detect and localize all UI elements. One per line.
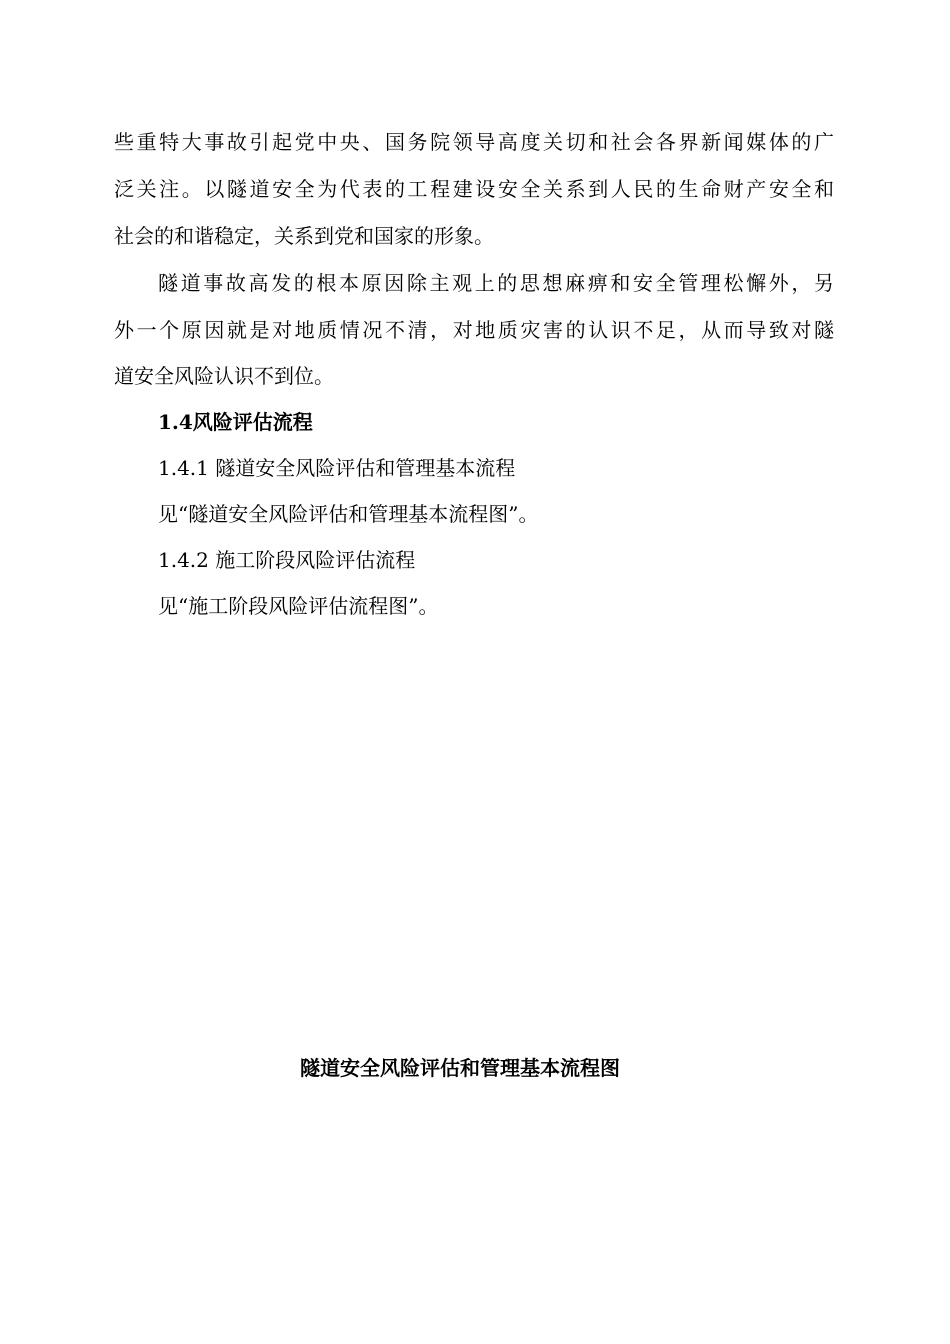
- paragraph1-line3: 社会的和谐稳定，关系到党和国家的形象。: [114, 224, 494, 248]
- figure-caption: 隧道安全风险评估和管理基本流程图: [300, 1056, 620, 1080]
- paragraph2-line3: 道安全风险认识不到位。: [114, 364, 334, 388]
- paragraph1-line2: 泛关注。以隧道安全为代表的工程建设安全关系到人民的生命财产安全和: [114, 177, 834, 201]
- paragraph1-line1: 些重特大事故引起党中央、国务院领导高度关切和社会各界新闻媒体的广: [114, 130, 834, 154]
- section-1-4-2-heading: 1.4.2 施工阶段风险评估流程: [158, 548, 416, 572]
- paragraph2-line2: 外一个原因就是对地质情况不清，对地质灾害的认识不足，从而导致对隧: [114, 318, 834, 342]
- section-1-4-2-text: 见“施工阶段风险评估流程图”。: [158, 594, 439, 618]
- section-1-4-1-text: 见“隧道安全风险评估和管理基本流程图”。: [158, 502, 539, 526]
- section-1-4-1-heading: 1.4.1 隧道安全风险评估和管理基本流程: [158, 456, 516, 480]
- section-1-4-heading: 1.4风险评估流程: [158, 410, 313, 434]
- paragraph2-line1: 隧道事故高发的根本原因除主观上的思想麻痹和安全管理松懈外，另: [158, 271, 834, 295]
